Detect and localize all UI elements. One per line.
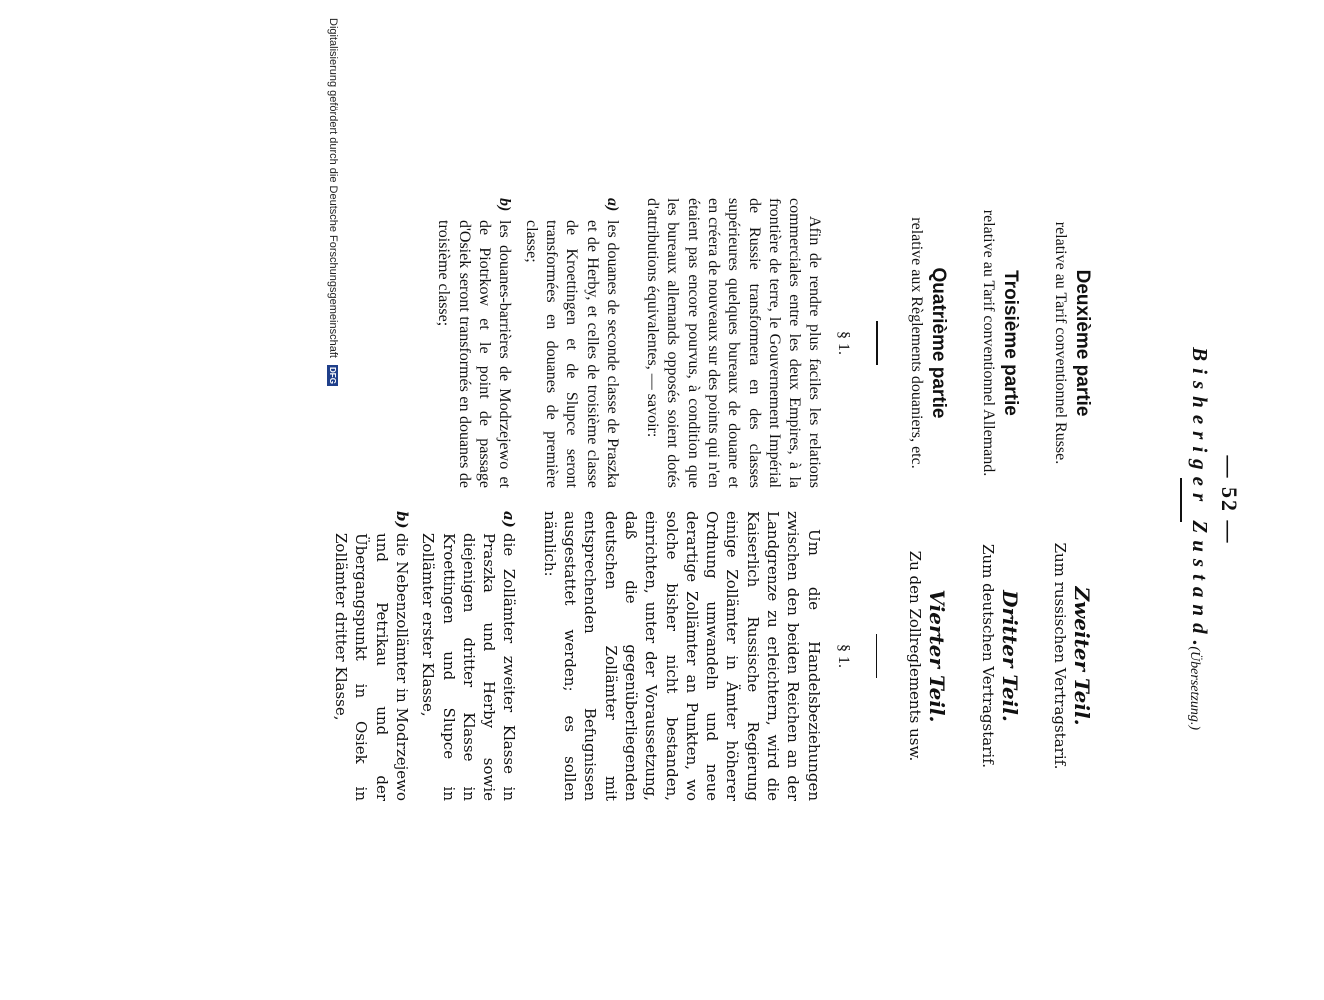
de-part-2-title: Zweiter Teil. (1070, 586, 1094, 726)
continuation-note: (Übersetzung.) (1187, 646, 1202, 730)
fr-part-4-title: Quatrième partie (928, 267, 949, 419)
french-column (427, 198, 1094, 488)
de-part-3-title: Dritter Teil. (997, 590, 1022, 722)
fr-part-3 (978, 198, 1022, 488)
de-item-b-label: b) (392, 511, 411, 529)
title-rule (1181, 478, 1183, 522)
de-item-b (331, 511, 412, 801)
fr-part-2-subtitle: relative au Tarif conventionnel Russe. (1052, 221, 1069, 465)
fr-item-a (520, 198, 621, 488)
fr-part-3-title: Troisième partie (1000, 270, 1021, 416)
fr-part-4 (906, 198, 950, 488)
de-item-a (418, 511, 519, 801)
credit-text: Digitalisierung gefördert durch die Deutsche Forschungsgemeinschaft (327, 18, 339, 358)
fr-part-4-subtitle: relative aux Règlements douaniers, etc. (908, 217, 925, 469)
fr-item-b (433, 198, 514, 488)
fr-item-a-label: a) (603, 198, 621, 212)
fr-item-b-text: les douanes-barrières de Modrzejewo et de Piotrkow et le point de passage d'Osiek seront transformés en douanes de troisième classe; (435, 220, 514, 488)
de-item-list (331, 511, 520, 801)
fr-item-b-label: b) (496, 198, 514, 212)
digitization-credit (327, 18, 339, 386)
de-part-4-subtitle: Zu den Zollreglements usw. (906, 550, 925, 762)
fr-section-rule (877, 321, 879, 365)
de-part-3-subtitle: Zum deutschen Vertragstarif. (978, 544, 997, 768)
de-paragraph: Um die Handelsbeziehungen zwischen den beiden Reichen an der Landgrenze zu erleichtern, wird die Kaiserlich Russische Regierung einige Zollämter in Ämter höherer Ordnung umwandeln und neue derartige Zollämter an Punkten, wo solche bisher nicht bestanden, einrichten, unter der Voraussetzung, daß die gegenüberliegenden deutschen Zollämter mit entsprechenden Befugnissen ausgestattet werden; es sollen nämlich: (540, 511, 823, 801)
de-section-rule (876, 634, 878, 678)
de-part-2-subtitle: Zum russischen Vertragstarif. (1051, 542, 1069, 770)
de-part-4-title: Vierter Teil. (925, 589, 950, 723)
de-part-3 (977, 511, 1021, 801)
fr-paragraph: Afin de rendre plus faciles les relations commerciales entre les deux Empires, à la frontière de terre, le Gouvernement Impérial de Russie transformera en des classes supérieures quelques bureaux de douane et en créera de nouveaux sur des points qui n'en étaient pas encore pourvus, à condition que les bureaux allemands opposés soient dotés d'attributions équivalentes, — savoir: (644, 198, 824, 488)
page-header (1181, 0, 1243, 1000)
page-title: Bisheriger Zustand. (1188, 347, 1212, 653)
fr-item-list (433, 198, 622, 488)
de-item-b-text: die Nebenzollämter in Modrzejewo und Petrikau und der Übergangspunkt in Osiek in Zollämter dritter Klasse, (332, 533, 411, 801)
de-item-a-text: die Zollämter zweiter Klasse in Praszka und Herby sowie diejenigen dritter Klasse in Kroettingen und Slupce in Zollämter erster Klasse, (419, 533, 519, 801)
fr-section-heading: § 1. (835, 331, 853, 355)
fr-part-2 (1050, 198, 1094, 488)
de-item-a-label: a) (500, 511, 519, 528)
fr-item-a-text: les douanes de seconde classe de Praszka et de Herby, et celles de troisième classe de Kroettingen et de Slupce seront transformées en douanes de première classe; (522, 220, 621, 488)
fr-part-3-subtitle: relative au Tarif conventionnel Allemand. (980, 209, 997, 477)
page-number: — 52 — (1217, 455, 1242, 545)
german-column (325, 511, 1094, 801)
de-part-2 (1050, 511, 1094, 801)
de-section-heading: § 1. (834, 644, 852, 668)
dfg-logo: DFG (328, 367, 337, 384)
de-part-4 (905, 511, 949, 801)
fr-part-2-title: Deuxième partie (1072, 269, 1093, 417)
